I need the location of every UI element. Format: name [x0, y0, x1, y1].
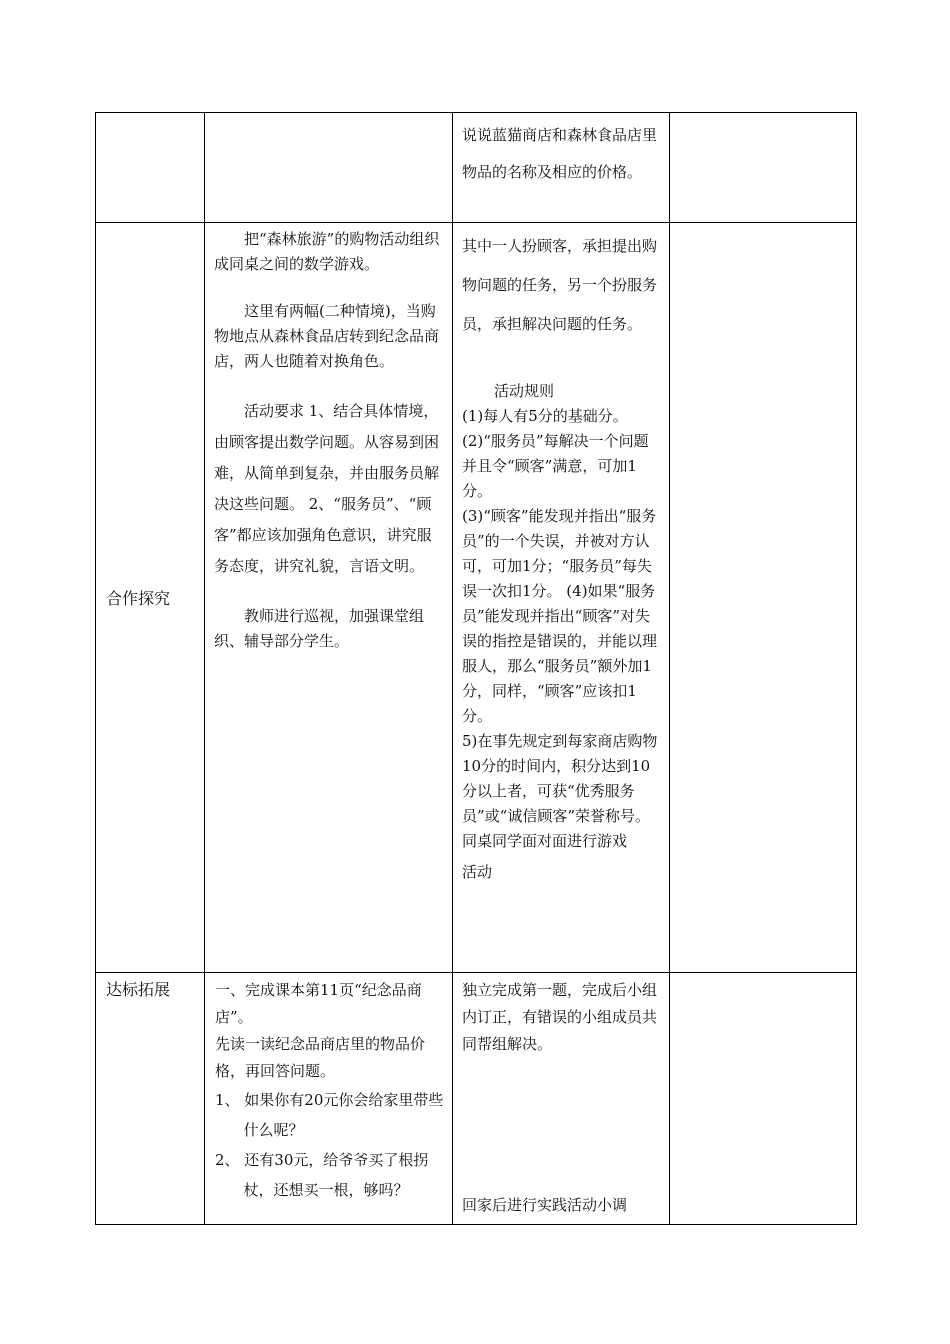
- rule-item: (2)“服务员”每解决一个问题并且令“顾客”满意，可加1分。: [462, 432, 649, 500]
- row-label-cell: [96, 973, 205, 1225]
- question-item: 1、 如果你有20元你会给家里带些什么呢？: [215, 1091, 444, 1139]
- table-row: [96, 113, 857, 223]
- question-item: 2、 还有30元，给爷爷买了根拐杖，还想买一根，够吗？: [215, 1151, 429, 1199]
- row-label-cell: [96, 113, 205, 223]
- note-cell: [670, 973, 857, 1225]
- row-label-cell: [96, 223, 205, 973]
- rule-item: 5)在事先规定到每家商店购物10分的时间内，积分达到10分以上者，可获“优秀服务员”或“诚信顾客”荣誉称号。: [462, 732, 658, 825]
- student-text: 其中一人扮顾客，承担提出购物问题的任务，另一个扮服务员，承担解决问题的任务。: [462, 237, 658, 333]
- content-paragraph: 这里有两幅(二种情境)，当购物地点从森林食品店转到纪念品商店，两人也随着对换角色。: [214, 302, 440, 370]
- student-text: 回家后进行实践活动小调: [462, 1196, 628, 1214]
- content-paragraph: 一、完成课本第11页“纪念品商店”。: [215, 981, 422, 1026]
- rule-item: (1)每人有5分的基础分。: [462, 407, 628, 425]
- content-paragraph: 活动要求 1、结合具体情境，由顾客提出数学问题。从容易到困难，从简单到复杂，并由服务员解决这些问题。 2、“服务员”、“顾客”都应该加强角色意识，讲究服务态度，讲究礼貌，言语文明。: [214, 402, 440, 575]
- rule-item: 同桌同学面对面进行游戏: [462, 832, 628, 850]
- teacher-activity-cell: [205, 113, 453, 223]
- student-activity-cell: [453, 973, 670, 1225]
- student-text: 活动: [462, 863, 493, 881]
- student-activity-cell: [453, 223, 670, 973]
- lesson-plan-table: [95, 112, 857, 1225]
- content-paragraph: 教师进行巡视，加强课堂组织、辅导部分学生。: [214, 607, 425, 650]
- student-text: 独立完成第一题，完成后小组内订正，有错误的小组成员共同帮组解决。: [462, 981, 658, 1053]
- content-paragraph: 先读一读纪念品商店里的物品价格，再回答问题。: [215, 1035, 426, 1080]
- section-label: 达标拓展: [106, 980, 171, 999]
- table-row: [96, 973, 857, 1225]
- rules-title: 活动规则: [494, 382, 555, 400]
- student-text: 说说蓝猫商店和森林食品店里物品的名称及相应的价格。: [462, 126, 658, 181]
- teacher-activity-cell: [205, 223, 453, 973]
- table-row: [96, 223, 857, 973]
- content-paragraph: 把“森林旅游”的购物活动组织成同桌之间的数学游戏。: [214, 230, 440, 273]
- teacher-activity-cell: [205, 973, 453, 1225]
- student-activity-cell: [453, 113, 670, 223]
- rule-item: (3)“顾客”能发现并指出“服务员”的一个失误，并被对方认可，可加1分；“服务员”每失误一次扣1分。 (4)如果“服务员”能发现并指出“顾客”对失误的指控是错误的，并能以理服人，那么“服务员”额外加1分，同样，“顾客”应该扣1分。: [462, 507, 658, 725]
- note-cell: [670, 223, 857, 973]
- note-cell: [670, 113, 857, 223]
- section-label: 合作探究: [106, 589, 171, 608]
